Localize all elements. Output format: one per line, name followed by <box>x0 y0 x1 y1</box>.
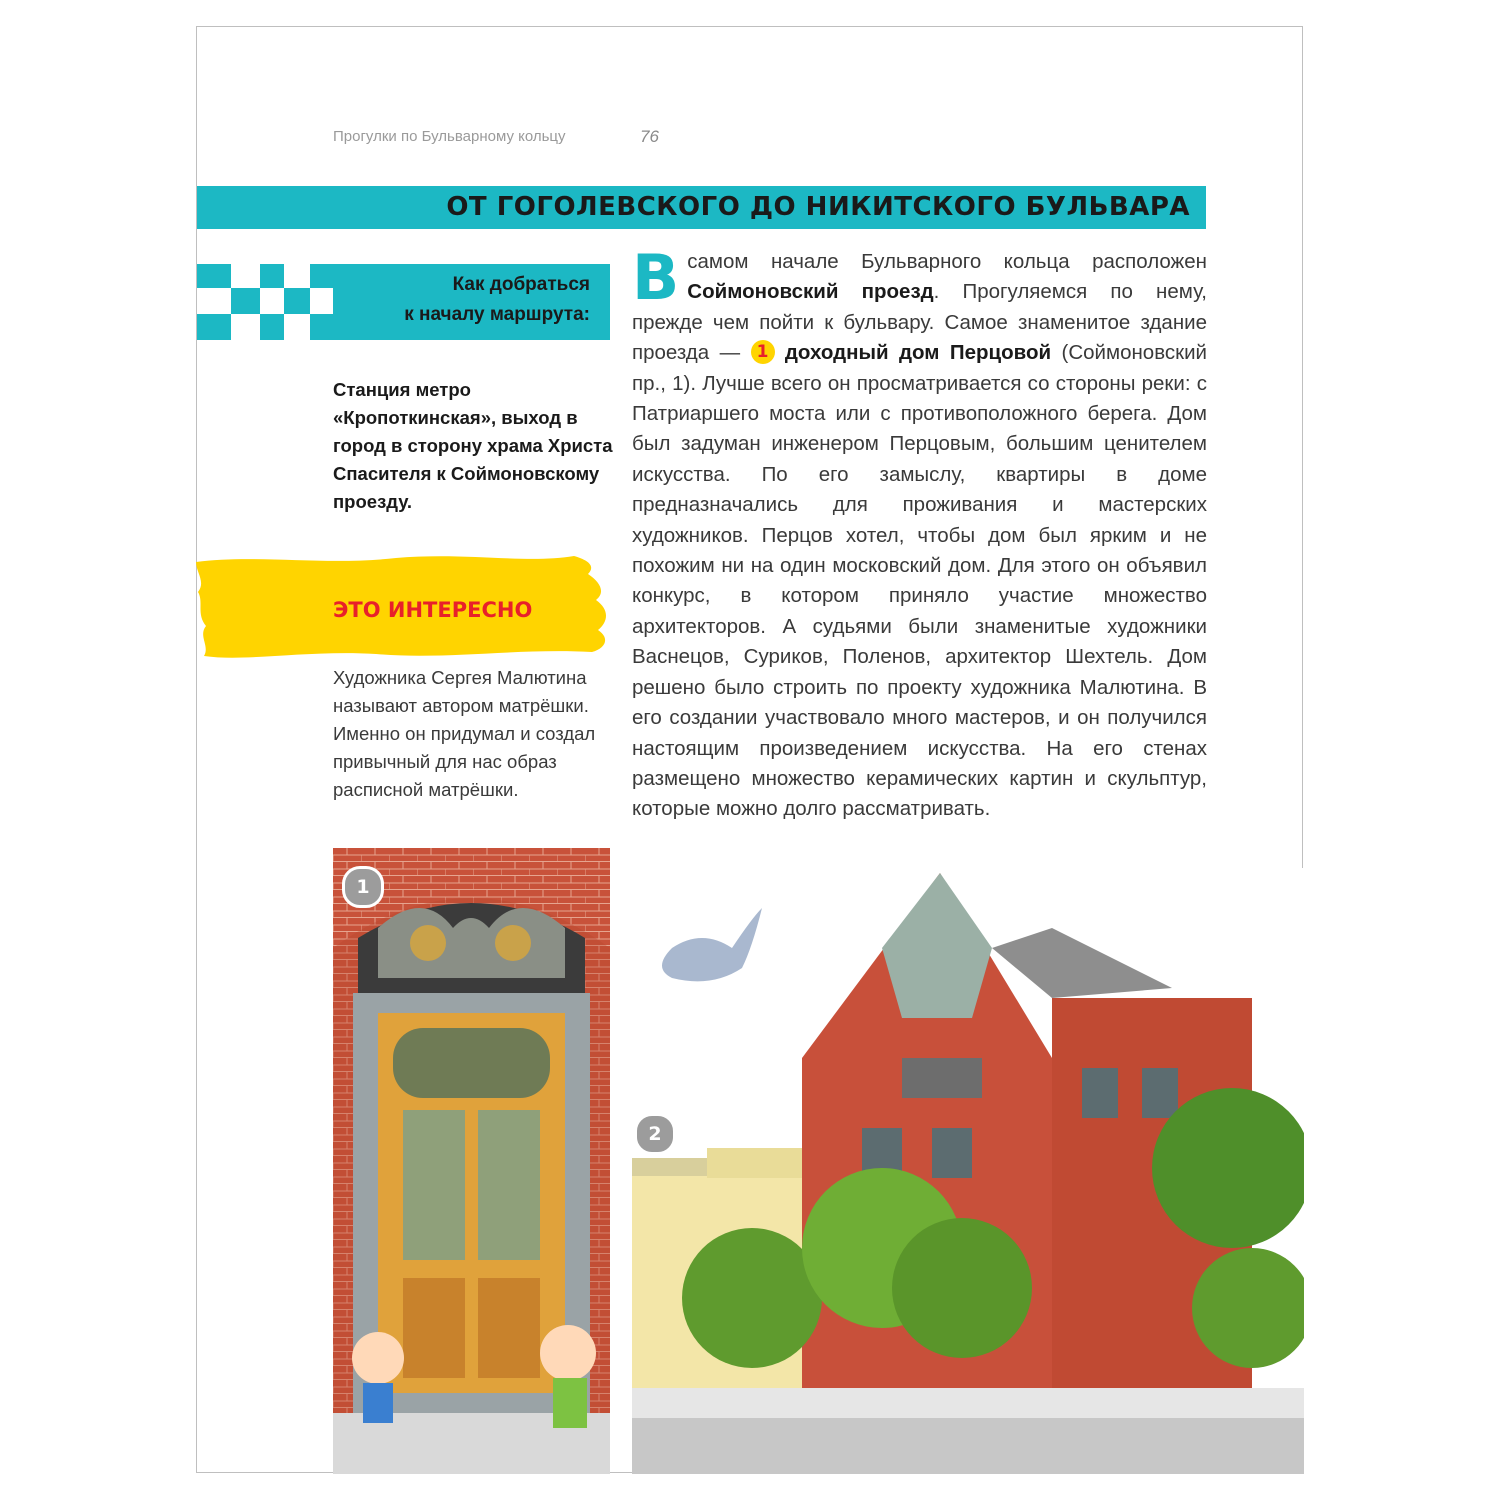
pertsova-house-photo <box>632 868 1304 1474</box>
howto-heading: Как добраться к началу маршрута: <box>404 274 590 325</box>
article-body: Всамом начале Бульварного кольца расположен Соймоновский проезд. Прогуляемся по нему, прежде чем пойти к бульвару. Самое знаменитое здание проезда — 1 доходный дом Перцовой (Соймоновский пр., 1). Лучше всего он просматривается со стороны реки: с Патриаршего моста или с противоположного берега. Дом был задуман инженером Перцовым, большим ценителем искусства. По его замыслу, квартиры в доме предназначались для проживания и мастерских художников. Перцов хотел, чтобы дом был ярким и не похожим ни на один московский дом. Для этого он объявил конкурс, в котором приняло участие множество архитекторов. А судьями были знаменитые художники Васнецов, Суриков, Поленов, архитектор Шехтель. Дом решено было строить по проекту художника Малютина. В его создании участвовало много мастеров, и он получился настоящим произведением искусства. На его стенах размещено множество керамических картин и скульптур, которые можно долго рассматривать. <box>632 241 1208 821</box>
section-title-bar <box>197 186 1206 229</box>
photo1-number-badge: 1 <box>342 866 384 908</box>
howto-heading-box <box>333 264 610 340</box>
bold-street-name: Соймоновский проезд <box>687 280 934 304</box>
page-number: 76 <box>640 127 659 146</box>
running-title: Прогулки по Бульварному кольцу <box>333 128 566 145</box>
bold-building-name: доходный дом Перцовой <box>784 341 1052 365</box>
drop-cap: В <box>632 241 680 314</box>
interest-label: ЭТО ИНТЕРЕСНО <box>333 598 533 622</box>
interest-text: Художника Сергея Малютина называют автором матрёшки. Именно он придумал и создал привычный для нас образ расписной матрёшки. <box>333 667 596 800</box>
door-photo <box>333 848 610 1474</box>
marker-badge: 1 <box>751 340 775 364</box>
section-title: ОТ ГОГОЛЕВСКОГО ДО НИКИТСКОГО БУЛЬВАРА <box>446 192 1190 222</box>
photo2-number-badge: 2 <box>634 1113 676 1155</box>
directions-text: Станция метро «Кропоткинская», выход в город в сторону храма Христа Спасителя к Соймоновскому проезду. <box>333 379 613 512</box>
